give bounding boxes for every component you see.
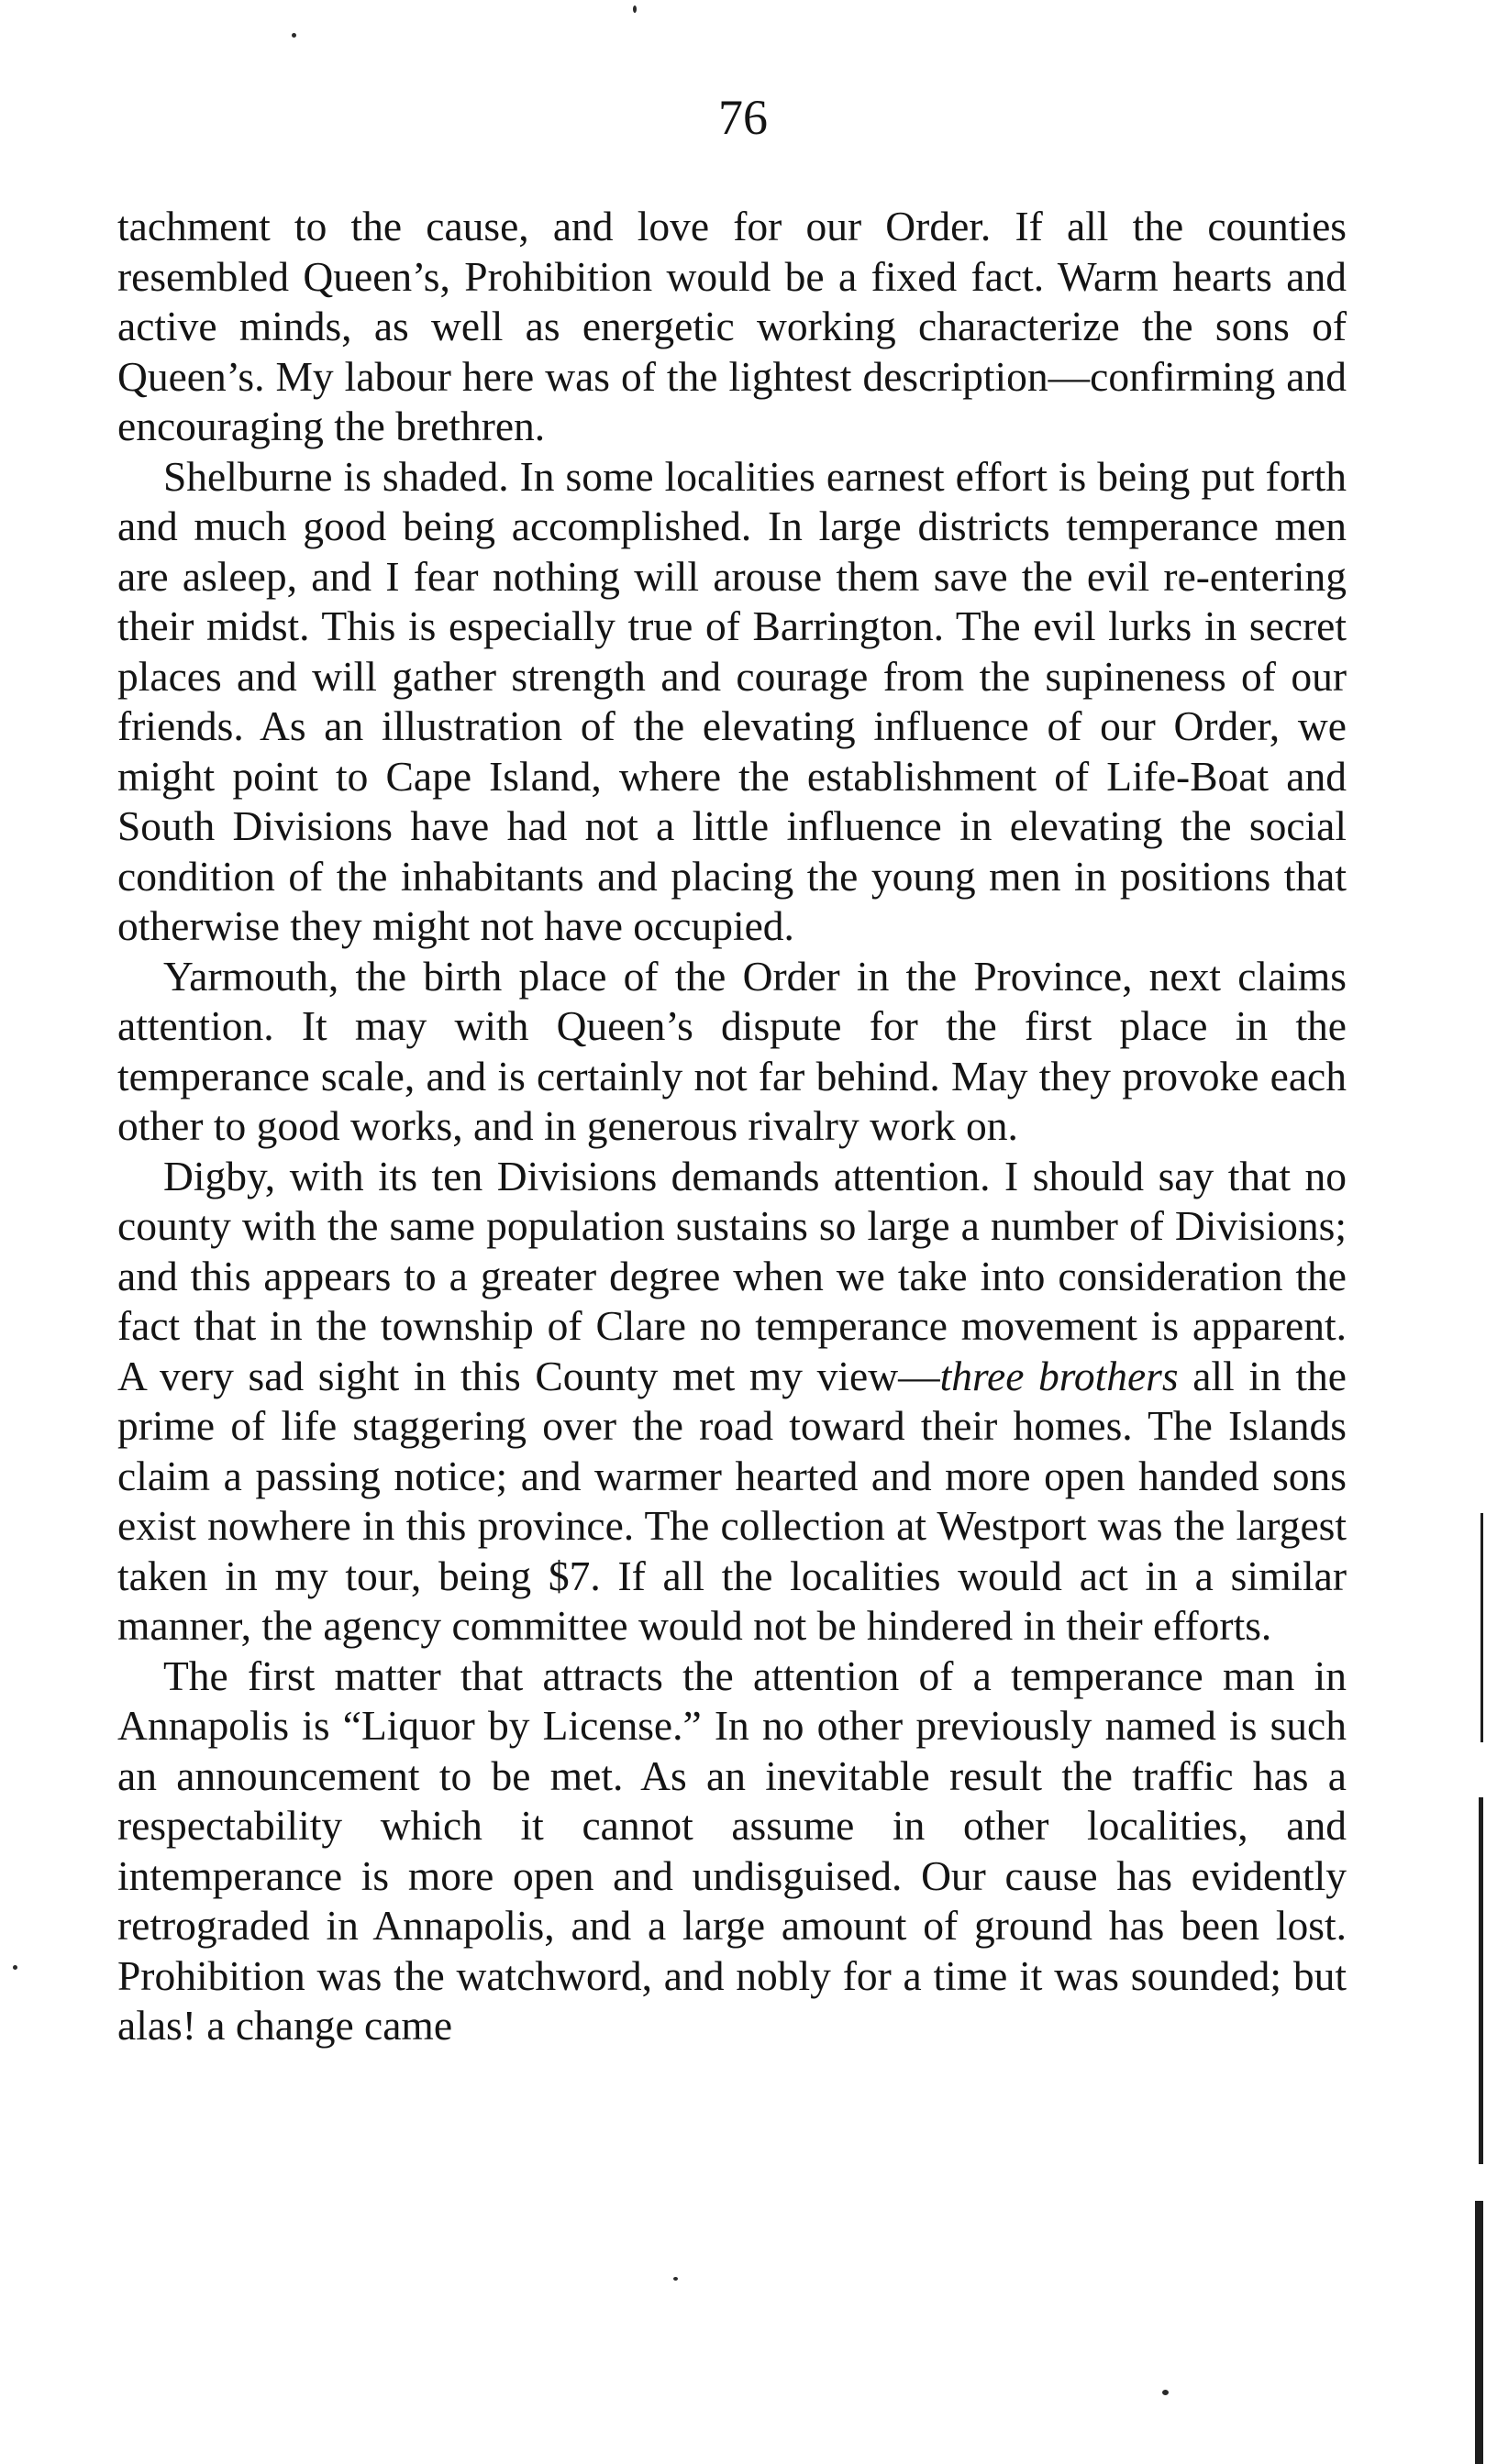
- scan-speck: [13, 1965, 17, 1970]
- scan-edge-line: [1480, 1513, 1483, 1742]
- paragraph-shelburne: [117, 452, 1347, 952]
- body-text: [117, 202, 1347, 2051]
- paragraph-text: all in the prime of life staggering over the road toward their homes. The Islands claim a passing notice; and warmer hearted and more open handed sons exist nowhere in this province. The collection at Westport was the largest taken in my tour, being $7. If all the localities would act in a similar manner, the agency committee would not be hindered in their efforts.: [117, 1352, 1347, 1649]
- paragraph-text: Digby, with its ten Divisions demands attention. I should say that no county with the same population sustains so large a number of Divisions; and this appears to a greater degree when we take into consideration the fact that in the township of Clare no temperance movement is apparent. A very sad sight in this County met my view—: [117, 1152, 1347, 1399]
- paragraph-text: tachment to the cause, and love for our Order. If all the counties resembled Queen’s, Prohibition would be a fixed fact. Warm hearts and active minds, as well as energetic working characterize the sons of Queen’s. My labour here was of the lightest description—confirming and encouraging the brethren.: [117, 203, 1347, 449]
- scan-edge-line: [1479, 1797, 1483, 2164]
- italic-phrase: three brothers: [939, 1352, 1179, 1399]
- paragraph-yarmouth: [117, 952, 1347, 1152]
- scan-speck: [673, 2277, 678, 2281]
- paragraph-queens: [117, 202, 1347, 452]
- paragraph-text: Yarmouth, the birth place of the Order in the Province, next claims attention. It may with Queen’s dispute for the first place in the temperance scale, and is certainly not far behind. May they provoke each other to good works, and in generous rivalry work on.: [117, 952, 1347, 1149]
- scan-edge-line: [1475, 2201, 1483, 2464]
- scan-speck: [633, 6, 637, 13]
- scan-speck: [292, 33, 296, 38]
- paragraph-digby: [117, 1152, 1347, 1652]
- paragraph-text: Shelburne is shaded. In some localities earnest effort is being put forth and much good being accomplished. In large districts temperance men are asleep, and I fear nothing will arouse them save the evil re-entering their midst. This is especially true of Barrington. The evil lurks in secret places and will gather strength and courage from the supineness of our friends. As an illustration of the elevating influence of our Order, we might point to Cape Island, where the establishment of Life-Boat and South Divisions have had not a little influence in elevating the social condition of the inhabitants and placing the young men in positions that otherwise they might not have occupied.: [117, 452, 1347, 949]
- paragraph-annapolis: [117, 1652, 1347, 2051]
- paragraph-text: The first matter that attracts the attention of a temperance man in Annapolis is “Liquor by License.” In no other previously named is such an announcement to be met. As an inevitable result the traffic has a respectability which it cannot assume in other localities, and intemperance is more open and undisguised. Our cause has evidently retrograded in Annapolis, and a large amount of ground has been lost. Prohibition was the watchword, and nobly for a time it was sounded; but alas! a change came: [117, 1652, 1347, 2049]
- scan-speck: [1162, 2390, 1169, 2395]
- page-number: 76: [718, 90, 768, 145]
